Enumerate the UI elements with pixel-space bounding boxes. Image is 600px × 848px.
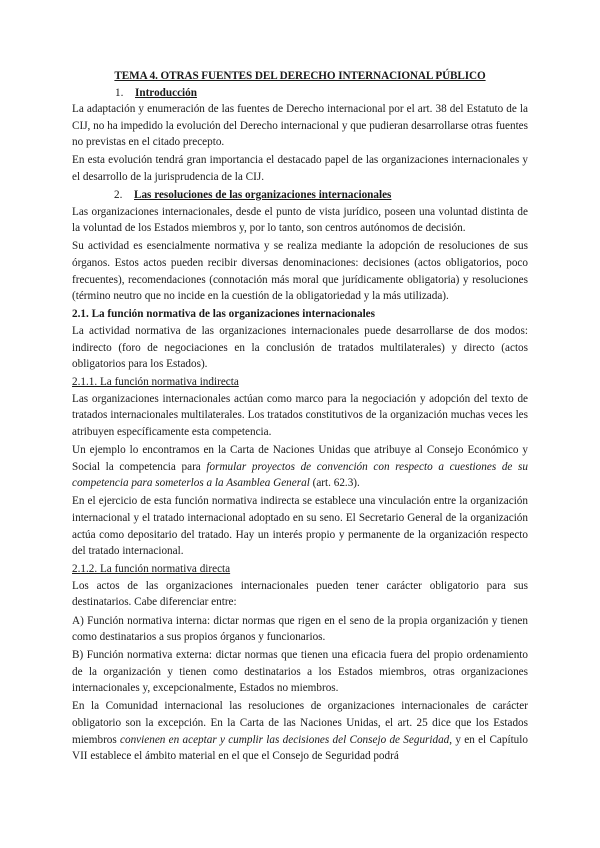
paragraph-3: Las organizaciones internacionales, desde el punto de vista jurídico, poseen una voluntad distinta de la voluntad de los Estados miembros y, por lo tanto, son centros autónomos de decisión. bbox=[72, 205, 528, 235]
paragraph-12-text-b: , y en el Capítulo VII establece el ámbito material en el que el Consejo de Seguridad podrá bbox=[72, 733, 528, 763]
paragraph-11: B) Función normativa externa: dictar normas que tienen una eficacia fuera del propio ordenamiento de la organización y tienen como destinatarios a los Estados miembros, otras organizaciones internacionales y, excepcionalmente, Estados no miembros. bbox=[72, 649, 528, 695]
section-1-number: 1. bbox=[115, 86, 124, 99]
section-2-number: 2. bbox=[114, 189, 123, 202]
paragraph-10: A) Función normativa interna: dictar normas que rigen en el seno de la propia organización y tienen como destinatarios a sus propios órganos y funcionarios. bbox=[72, 614, 528, 644]
paragraph-2: En esta evolución tendrá gran importancia el destacado papel de las organizaciones internacionales y el desarrollo de la jurisprudencia de la CIJ. bbox=[72, 154, 528, 184]
section-1-label: Introducción bbox=[135, 86, 197, 99]
subsection-2-1-heading: 2.1. La función normativa de las organizaciones internacionales bbox=[72, 308, 375, 321]
paragraph-12 bbox=[72, 698, 528, 764]
paragraph-7-text-b: (art. 62.3). bbox=[309, 477, 360, 490]
paragraph-8: En el ejercicio de esta función normativa indirecta se establece una vinculación entre la organización internacional y el tratado internacional adoptado en su seno. El Secretario General de la organización actúa como depositario del tratado. Hay un interés propio y permanente de la organización respecto del tratado internacional. bbox=[72, 495, 528, 558]
paragraph-7-text-a: Un ejemplo lo encontramos en la Carta de Naciones Unidas que atribuye al Consejo Económico y Social la competencia para bbox=[72, 444, 528, 473]
page-title: TEMA 4. OTRAS FUENTES DEL DERECHO INTERNACIONAL PÚBLICO bbox=[114, 70, 486, 82]
paragraph-5: La actividad normativa de las organizaciones internacionales puede desarrollarse de dos modos: indirecto (foro de negociaciones en la conclusión de tratados multilaterales) y directo (actos obligatorios para los Estados). bbox=[72, 324, 528, 371]
paragraph-4: Su actividad es esencialmente normativa y se realiza mediante la adopción de resoluciones de sus órganos. Estos actos pueden recibir diversas denominaciones: decisiones (actos obligatorios, poco frecuentes), recomendaciones (connotación más moral que jurídicamente obligatoria) y resoluciones (término neutro que no incide en la cuestión de la obligatoriedad y la más utilizada). bbox=[72, 240, 528, 303]
paragraph-9: Los actos de las organizaciones internacionales pueden tener carácter obligatorio para sus destinatarios. Cabe diferenciar entre: bbox=[72, 579, 528, 609]
paragraph-12-quote: convienen en aceptar y cumplir las decisiones del Consejo de Seguridad bbox=[120, 733, 450, 746]
paragraph-1: La adaptación y enumeración de las fuentes de Derecho internacional por el art. 38 del Estatuto de la CIJ, no ha impedido la evolución del Derecho internacional y que pudieran desarrollarse otras fuentes no previstas en el citado precepto. bbox=[72, 103, 528, 149]
subsection-2-1-2-heading: 2.1.2. La función normativa directa bbox=[72, 563, 231, 576]
paragraph-6: Las organizaciones internacionales actúan como marco para la negociación y adopción del texto de tratados internacionales multilaterales. Los tratados constitutivos de la organización muchas veces les atribuyen específicamente esta competencia. bbox=[72, 392, 528, 438]
paragraph-12-text-a: En la Comunidad internacional las resoluciones de organizaciones internacionales de carácter obligatorio son la excepción. En la Carta de las Naciones Unidas, el art. 25 dice que los Estados miembros bbox=[72, 700, 528, 746]
subsection-2-1-1-heading: 2.1.1. La función normativa indirecta bbox=[72, 376, 239, 389]
section-2-label: Las resoluciones de las organizaciones internacionales bbox=[134, 189, 392, 202]
paragraph-7-quote: formular proyectos de convención con respecto a cuestiones de su competencia para someterlos a la Asamblea General bbox=[72, 460, 528, 490]
section-1-heading bbox=[72, 85, 528, 102]
section-2-heading bbox=[72, 187, 528, 204]
paragraph-7 bbox=[72, 442, 528, 492]
